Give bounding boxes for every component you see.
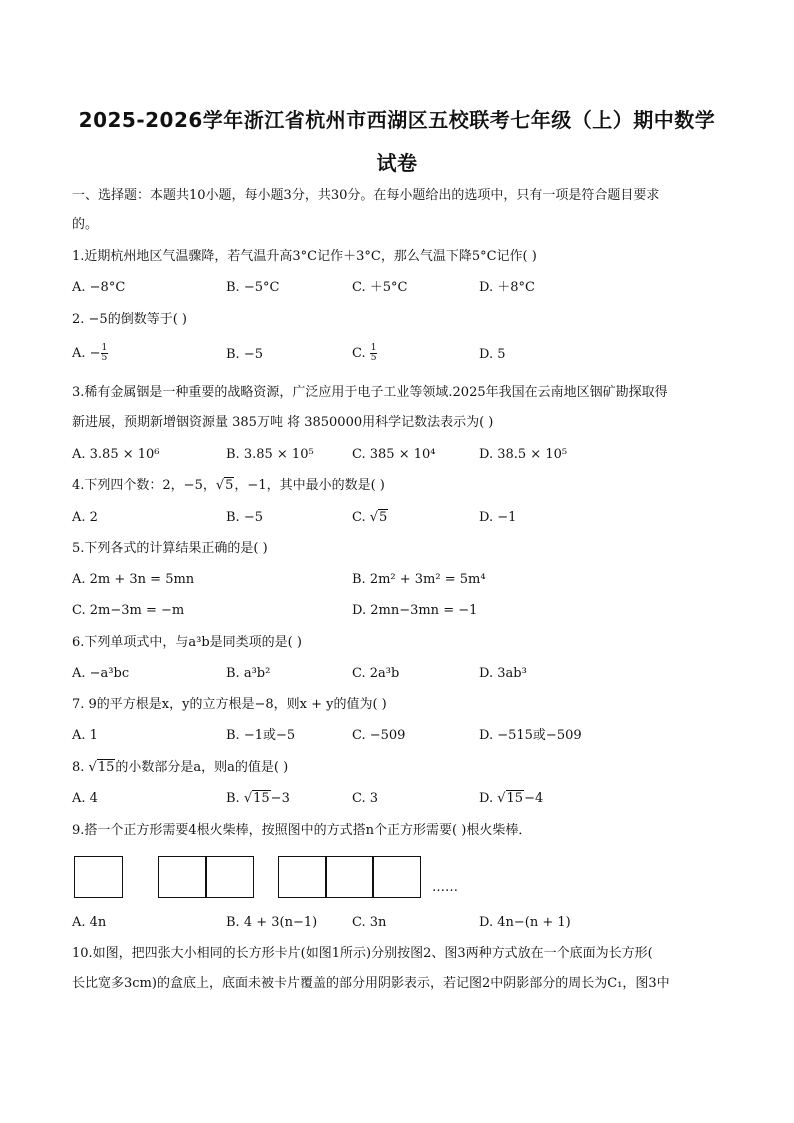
q9-option-a: A. 4n (72, 915, 107, 930)
q8-option-c: C. 3 (352, 791, 379, 806)
q4-stem-post: ，−1，其中最小的数是( ) (234, 478, 385, 493)
q4-option-d: D. −1 (479, 510, 517, 525)
radicand: 5 (379, 510, 388, 525)
section-instructions-line2: 的。 (72, 217, 99, 232)
matchstick-square (325, 856, 374, 898)
q10-stem-line1: 10.如图，把四张大小相同的长方形卡片(如图1所示)分别按图2、图3两种方式放在一个底面为长方形( (72, 946, 653, 961)
q1-option-b: B. −5°C (226, 280, 280, 295)
q5-option-c: C. 2m−3m = −m (72, 603, 185, 618)
q8-stem-pre: 8. (72, 760, 89, 775)
matchstick-square (205, 856, 254, 898)
q7-option-b: B. −1或−5 (226, 728, 296, 743)
q4-option-c (352, 509, 388, 527)
q9-option-c: C. 3n (352, 915, 387, 930)
q2-option-a-prefix: A. − (72, 346, 101, 361)
exam-title-line2: 试卷 (376, 151, 418, 175)
q7-option-d: D. −515或−509 (479, 728, 582, 743)
q3-option-d: D. 38.5 × 10⁵ (479, 447, 568, 462)
denominator: 5 (370, 353, 377, 363)
q7-stem: 7. 9的平方根是x，y的立方根是−8，则x + y的值为( ) (72, 697, 387, 712)
q3-option-b: B. 3.85 × 10⁵ (226, 447, 314, 462)
fraction (101, 344, 109, 363)
q6-option-d: D. 3ab³ (479, 666, 527, 681)
q5-option-d: D. 2mn−3mn = −1 (352, 603, 478, 618)
q4-stem (72, 477, 385, 495)
q8-option-a: A. 4 (72, 791, 98, 806)
q2-option-d: D. 5 (479, 347, 506, 362)
q5-option-b: B. 2m² + 3m² = 5m⁴ (352, 572, 486, 587)
q1-stem: 1.近期杭州地区气温骤降，若气温升高3°C记作＋3°C，那么气温下降5°C记作( ) (72, 249, 537, 264)
radicand: 5 (225, 478, 234, 493)
fraction (370, 344, 378, 363)
radicand: 15 (253, 791, 270, 806)
q2-stem: 2. −5的倒数等于( ) (72, 312, 187, 327)
sqrt-expression: √15 (88, 760, 115, 775)
matchstick-square (158, 856, 207, 898)
q9-option-d: D. 4n−(n + 1) (479, 915, 571, 930)
q5-stem: 5.下列各式的计算结果正确的是( ) (72, 541, 268, 556)
q2-option-a (72, 344, 108, 363)
q4-option-b: B. −5 (226, 510, 263, 525)
q3-option-a: A. 3.85 × 10⁶ (72, 447, 160, 462)
q2-option-c-prefix: C. (352, 346, 370, 361)
q8-option-d-prefix: D. (479, 791, 498, 806)
radicand: 15 (506, 791, 524, 806)
q6-stem: 6.下列单项式中，与a³b是同类项的是( ) (72, 635, 302, 650)
q8-option-d-post: −4 (524, 791, 544, 806)
q4-stem-pre: 4.下列四个数：2，−5， (72, 478, 216, 493)
q5-option-a: A. 2m + 3n = 5mn (72, 572, 195, 587)
q1-option-c: C. ＋5°C (352, 280, 408, 295)
matchstick-square (372, 856, 421, 898)
matchstick-square (74, 856, 123, 898)
q2-option-b: B. −5 (226, 347, 263, 362)
q1-option-d: D. ＋8°C (479, 280, 535, 295)
q8-option-b (226, 790, 290, 808)
q9-option-b: B. 4 + 3(n−1) (226, 915, 318, 930)
numerator: 1 (370, 343, 377, 353)
q9-stem: 9.搭一个正方形需要4根火柴棒，按照图中的方式搭n个正方形需要( )根火柴棒． (72, 823, 532, 838)
figure-ellipsis: …… (432, 880, 458, 895)
section-instructions-line1: 一、选择题：本题共10小题，每小题3分，共30分。在每小题给出的选项中，只有一项是符合题目要求 (72, 188, 660, 203)
radicand: 15 (97, 760, 115, 775)
q1-option-a: A. −8°C (72, 280, 126, 295)
q4-option-a: A. 2 (72, 510, 98, 525)
matchstick-square (278, 856, 327, 898)
q8-stem (72, 759, 288, 777)
q3-option-c: C. 385 × 10⁴ (352, 447, 436, 462)
q10-stem-line2: 长比宽多3cm)的盒底上，底面未被卡片覆盖的部分用阴影表示，若记图2中阴影部分的周长为C₁，图3中 (72, 976, 670, 991)
denominator: 5 (101, 353, 108, 363)
numerator: 1 (101, 343, 108, 353)
q7-option-c: C. −509 (352, 728, 406, 743)
q6-option-a: A. −a³bc (72, 666, 130, 681)
q8-stem-post: 的小数部分是a，则a的值是( ) (115, 760, 289, 775)
q3-stem-line1: 3.稀有金属铟是一种重要的战略资源，广泛应用于电子工业等领域.2025年我国在云南地区铟矿勘探取得 (72, 385, 668, 400)
q8-option-b-prefix: B. (226, 791, 244, 806)
sqrt-expression: √5 (215, 478, 234, 493)
q4-option-c-prefix: C. (352, 510, 370, 525)
q2-option-c (352, 344, 377, 363)
q7-option-a: A. 1 (72, 728, 98, 743)
q6-option-c: C. 2a³b (352, 666, 400, 681)
q6-option-b: B. a³b² (226, 666, 271, 681)
q3-stem-line2: 新进展，预期新增铟资源量 385万吨 将 3850000用科学记数法表示为( ) (72, 415, 494, 430)
exam-title-line1: 2025-2026学年浙江省杭州市西湖区五校联考七年级（上）期中数学 (78, 108, 716, 132)
q8-option-b-post: −3 (270, 791, 290, 806)
sqrt-expression: √15 (243, 791, 270, 806)
q8-option-d (479, 790, 543, 808)
sqrt-expression: √15 (497, 791, 524, 806)
sqrt-expression: √5 (369, 510, 388, 525)
